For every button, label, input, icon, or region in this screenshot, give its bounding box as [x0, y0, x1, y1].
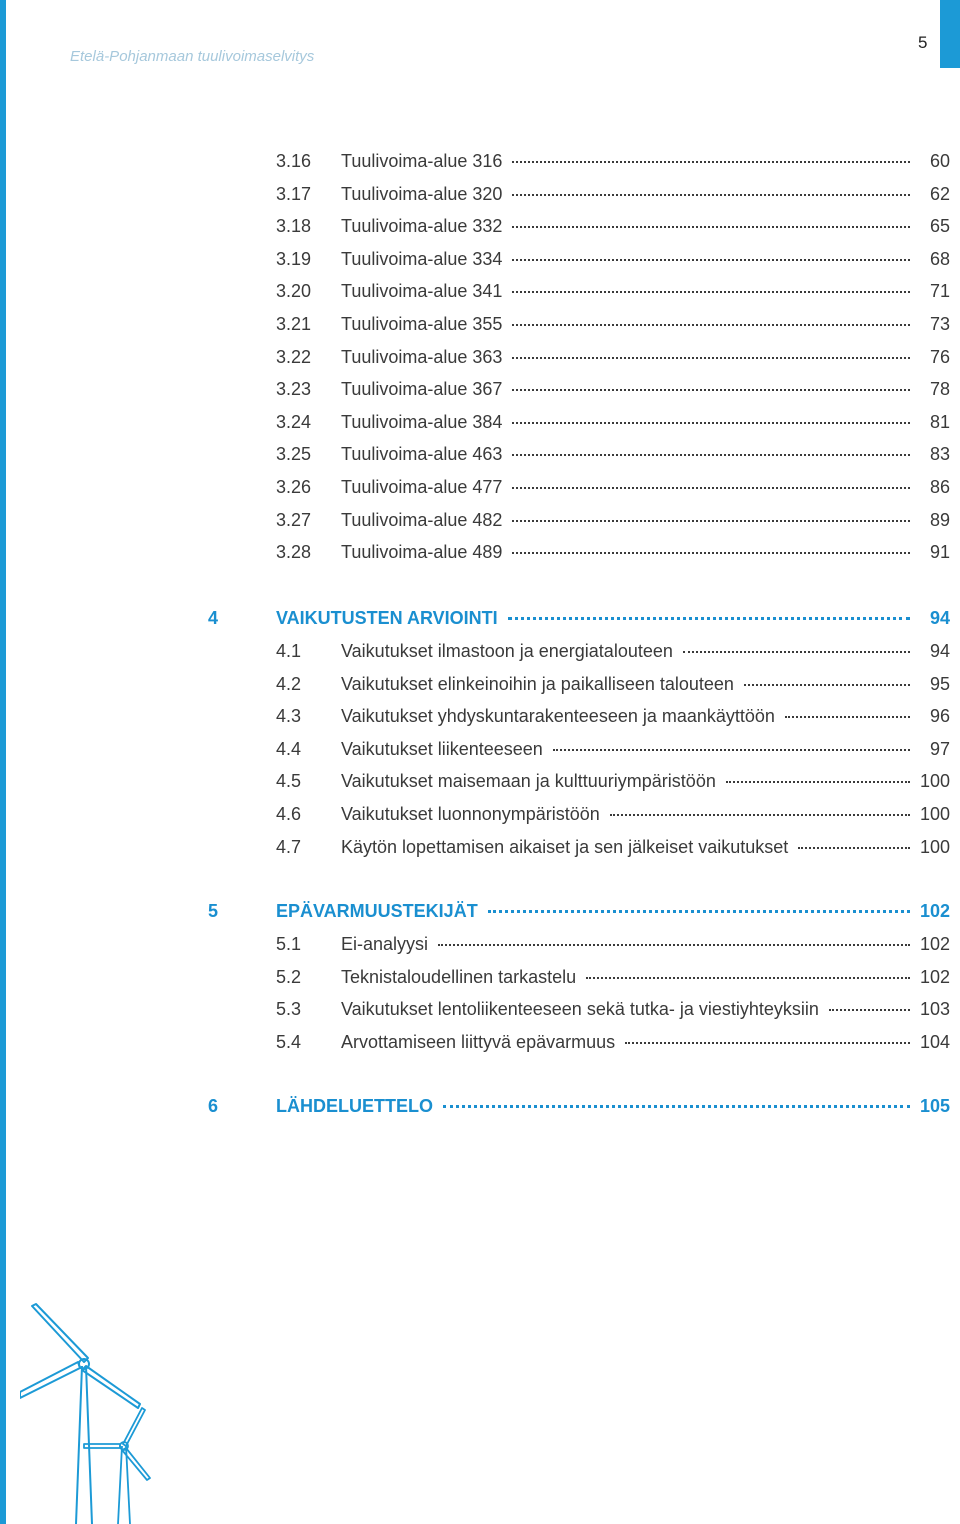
toc-entry-number: 5.4 — [276, 1031, 302, 1052]
toc-page-number: 89 — [929, 509, 950, 530]
toc-entry-number: 3.16 — [276, 151, 312, 171]
dot-leader — [744, 684, 910, 686]
dot-leader — [512, 520, 910, 522]
toc-title-wrap — [341, 837, 914, 858]
toc-entry-number: 3.25 — [276, 444, 312, 465]
toc-entry-row — [0, 213, 960, 243]
toc-title-wrap — [341, 510, 914, 531]
dot-leader — [610, 814, 910, 816]
toc-entry-title: Tuulivoima-alue 384 — [341, 411, 503, 432]
toc-title-wrap — [276, 608, 914, 629]
toc-entry-title: Arvottamiseen liittyvä epävarmuus — [341, 1031, 616, 1052]
dot-leader — [829, 1009, 910, 1011]
dot-leader — [512, 552, 910, 554]
toc-entry-row — [0, 931, 960, 961]
toc-title-wrap — [341, 151, 914, 172]
toc-page-number: 60 — [929, 151, 950, 171]
dot-leader — [512, 454, 910, 456]
toc-title-wrap — [341, 804, 914, 825]
toc-title-wrap — [341, 281, 914, 302]
toc-entry-row — [0, 246, 960, 276]
dot-leader — [512, 291, 910, 293]
toc-chapter-row — [0, 605, 960, 635]
page-number: 5 — [918, 33, 928, 52]
toc-title-wrap — [341, 674, 914, 695]
toc-page-number: 94 — [929, 641, 950, 661]
toc-entry-number: 3.27 — [276, 509, 312, 530]
toc-entry-number: 4.7 — [276, 836, 302, 857]
toc-chapter-number: 5 — [208, 901, 219, 921]
toc-entry-number: 4.1 — [276, 641, 302, 661]
dot-leader — [512, 259, 910, 261]
toc-entry-row — [0, 638, 960, 668]
wind-turbine-small-icon — [84, 1408, 150, 1524]
dot-leader — [512, 226, 910, 228]
dot-leader — [553, 749, 910, 751]
toc-entry-row — [0, 311, 960, 341]
dot-leader — [512, 487, 910, 489]
dot-leader — [798, 847, 910, 849]
dot-leader — [508, 617, 910, 620]
toc-page-number: 100 — [919, 771, 950, 792]
dot-leader — [512, 161, 910, 163]
toc-page-number: 100 — [919, 836, 950, 857]
toc-entry-title: Vaikutukset liikenteeseen — [341, 738, 543, 759]
dot-leader — [443, 1105, 910, 1108]
dot-leader — [512, 324, 910, 326]
wind-turbine-illustration — [20, 1300, 220, 1524]
toc-entry-number: 5.3 — [276, 999, 302, 1020]
toc-entry-row — [0, 736, 960, 766]
toc-title-wrap — [341, 706, 914, 727]
toc-entry-row — [0, 996, 960, 1026]
toc-title-wrap — [341, 412, 914, 433]
toc-chapter-title: EPÄVARMUUSTEKIJÄT — [276, 901, 478, 921]
toc-page-number: 65 — [929, 216, 950, 237]
toc-entry-row — [0, 148, 960, 178]
toc-page-number: 94 — [929, 608, 950, 628]
toc-title-wrap — [341, 249, 914, 270]
toc-entry-title: Vaikutukset luonnonympäristöön — [341, 804, 600, 824]
toc-page-number: 105 — [919, 1096, 950, 1116]
toc-page-number: 97 — [929, 738, 950, 759]
toc-title-wrap — [341, 314, 914, 335]
toc-title-wrap — [341, 216, 914, 237]
toc-page-number: 102 — [919, 901, 950, 921]
toc-entry-row — [0, 376, 960, 406]
toc-entry-number: 3.28 — [276, 542, 312, 563]
toc-page-number: 96 — [929, 706, 950, 727]
toc-entry-title: Tuulivoima-alue 489 — [341, 542, 503, 563]
dot-leader — [512, 422, 910, 424]
toc-entry-row — [0, 768, 960, 798]
toc-title-wrap — [341, 967, 914, 988]
toc-page-number: 100 — [919, 804, 950, 824]
toc-entry-title: Tuulivoima-alue 463 — [341, 444, 503, 465]
toc-entry-number: 3.24 — [276, 411, 312, 432]
toc-title-wrap — [341, 184, 914, 205]
toc-entry-title: Tuulivoima-alue 477 — [341, 477, 503, 497]
toc-entry-title: Vaikutukset yhdyskuntarakenteeseen ja maankäyttöön — [341, 706, 775, 727]
toc-entry-number: 3.21 — [276, 314, 312, 334]
toc-title-wrap — [341, 477, 914, 498]
toc-chapter-row — [0, 898, 960, 928]
toc-entry-row — [0, 507, 960, 537]
toc-entry-title: Tuulivoima-alue 355 — [341, 314, 503, 334]
toc-entry-number: 4.4 — [276, 738, 302, 759]
toc-entry-title: Ei-analyysi — [341, 934, 429, 954]
toc-page-number: 104 — [919, 1031, 950, 1052]
toc-entry-row — [0, 834, 960, 864]
toc-entry-row — [0, 801, 960, 831]
toc-title-wrap — [341, 347, 914, 368]
toc-entry-title: Tuulivoima-alue 334 — [341, 248, 503, 269]
toc-entry-number: 3.17 — [276, 183, 312, 204]
toc-entry-number: 3.26 — [276, 477, 312, 497]
toc-entry-number: 4.6 — [276, 804, 302, 824]
toc-entry-title: Vaikutukset lentoliikenteeseen sekä tutka- ja viestiyhteyksiin — [341, 999, 819, 1020]
toc-entry-row — [0, 344, 960, 374]
toc-title-wrap — [276, 1096, 914, 1117]
toc-entry-number: 4.3 — [276, 706, 302, 727]
toc-entry-number: 3.20 — [276, 281, 312, 302]
toc-title-wrap — [341, 771, 914, 792]
toc-entry-number: 3.19 — [276, 248, 312, 269]
toc-title-wrap — [341, 641, 914, 662]
toc-entry-title: Tuulivoima-alue 341 — [341, 281, 503, 302]
wind-turbine-large-icon — [20, 1304, 140, 1524]
toc-entry-title: Teknistaloudellinen tarkastelu — [341, 966, 577, 987]
toc-title-wrap — [341, 542, 914, 563]
toc-page-number: 95 — [929, 673, 950, 694]
toc-entry-number: 5.1 — [276, 934, 302, 954]
toc-entry-number: 4.2 — [276, 673, 302, 694]
dot-leader — [683, 651, 910, 653]
toc-page-number: 83 — [929, 444, 950, 465]
toc-entry-row — [0, 703, 960, 733]
dot-leader — [438, 944, 910, 946]
toc-title-wrap — [341, 444, 914, 465]
toc-entry-row — [0, 278, 960, 308]
toc-page-number: 62 — [929, 183, 950, 204]
dot-leader — [512, 194, 910, 196]
toc-chapter-number: 4 — [208, 608, 219, 628]
toc-entry-row — [0, 409, 960, 439]
dot-leader — [726, 781, 910, 783]
dot-leader — [512, 389, 910, 391]
toc-title-wrap — [341, 934, 914, 955]
toc-chapter-row — [0, 1093, 960, 1123]
dot-leader — [488, 910, 910, 913]
toc-chapter-number: 6 — [208, 1096, 219, 1116]
toc-page-number: 68 — [929, 248, 950, 269]
toc-entry-title: Vaikutukset ilmastoon ja energiatalouteen — [341, 641, 673, 661]
toc-page-number: 86 — [929, 477, 950, 497]
toc-title-wrap — [341, 739, 914, 760]
toc-page-number: 91 — [929, 542, 950, 563]
toc-entry-row — [0, 964, 960, 994]
toc-page-number: 103 — [919, 999, 950, 1020]
toc-entry-title: Tuulivoima-alue 320 — [341, 183, 503, 204]
toc-entry-row — [0, 474, 960, 504]
toc-entry-number: 3.23 — [276, 379, 312, 400]
toc-entry-number: 3.18 — [276, 216, 312, 237]
toc-entry-title: Vaikutukset elinkeinoihin ja paikalliseen talouteen — [341, 673, 734, 694]
toc-entry-row — [0, 181, 960, 211]
toc-title-wrap — [341, 1032, 914, 1053]
toc-entry-row — [0, 1029, 960, 1059]
toc-page-number: 73 — [929, 314, 950, 334]
running-title: Etelä-Pohjanmaan tuulivoimaselvitys — [70, 48, 315, 65]
toc-entry-title: Vaikutukset maisemaan ja kulttuuriympäristöön — [341, 771, 716, 792]
dot-leader — [785, 716, 910, 718]
dot-leader — [625, 1042, 910, 1044]
toc-title-wrap — [276, 901, 914, 922]
toc-entry-title: Tuulivoima-alue 482 — [341, 509, 503, 530]
toc-page-number: 102 — [919, 966, 950, 987]
toc-entry-number: 4.5 — [276, 771, 302, 792]
toc-entry-number: 3.22 — [276, 346, 312, 367]
toc-entry-row — [0, 671, 960, 701]
toc-page-number: 102 — [919, 934, 950, 954]
toc-title-wrap — [341, 379, 914, 400]
toc-entry-title: Tuulivoima-alue 316 — [341, 151, 503, 171]
toc-entry-number: 5.2 — [276, 966, 302, 987]
dot-leader — [512, 357, 910, 359]
toc-page-number: 78 — [929, 379, 950, 400]
toc-entry-title: Tuulivoima-alue 363 — [341, 346, 503, 367]
toc-chapter-title: LÄHDELUETTELO — [276, 1096, 433, 1116]
toc-title-wrap — [341, 999, 914, 1020]
toc-entry-title: Tuulivoima-alue 332 — [341, 216, 503, 237]
toc-page-number: 81 — [929, 411, 950, 432]
toc-page-number: 71 — [929, 281, 950, 302]
toc-entry-title: Käytön lopettamisen aikaiset ja sen jälkeiset vaikutukset — [341, 836, 789, 857]
toc-entry-row — [0, 441, 960, 471]
toc-entry-title: Tuulivoima-alue 367 — [341, 379, 503, 400]
toc-chapter-title: VAIKUTUSTEN ARVIOINTI — [276, 608, 498, 628]
toc-page-number: 76 — [929, 346, 950, 367]
dot-leader — [586, 977, 910, 979]
toc-entry-row — [0, 539, 960, 569]
